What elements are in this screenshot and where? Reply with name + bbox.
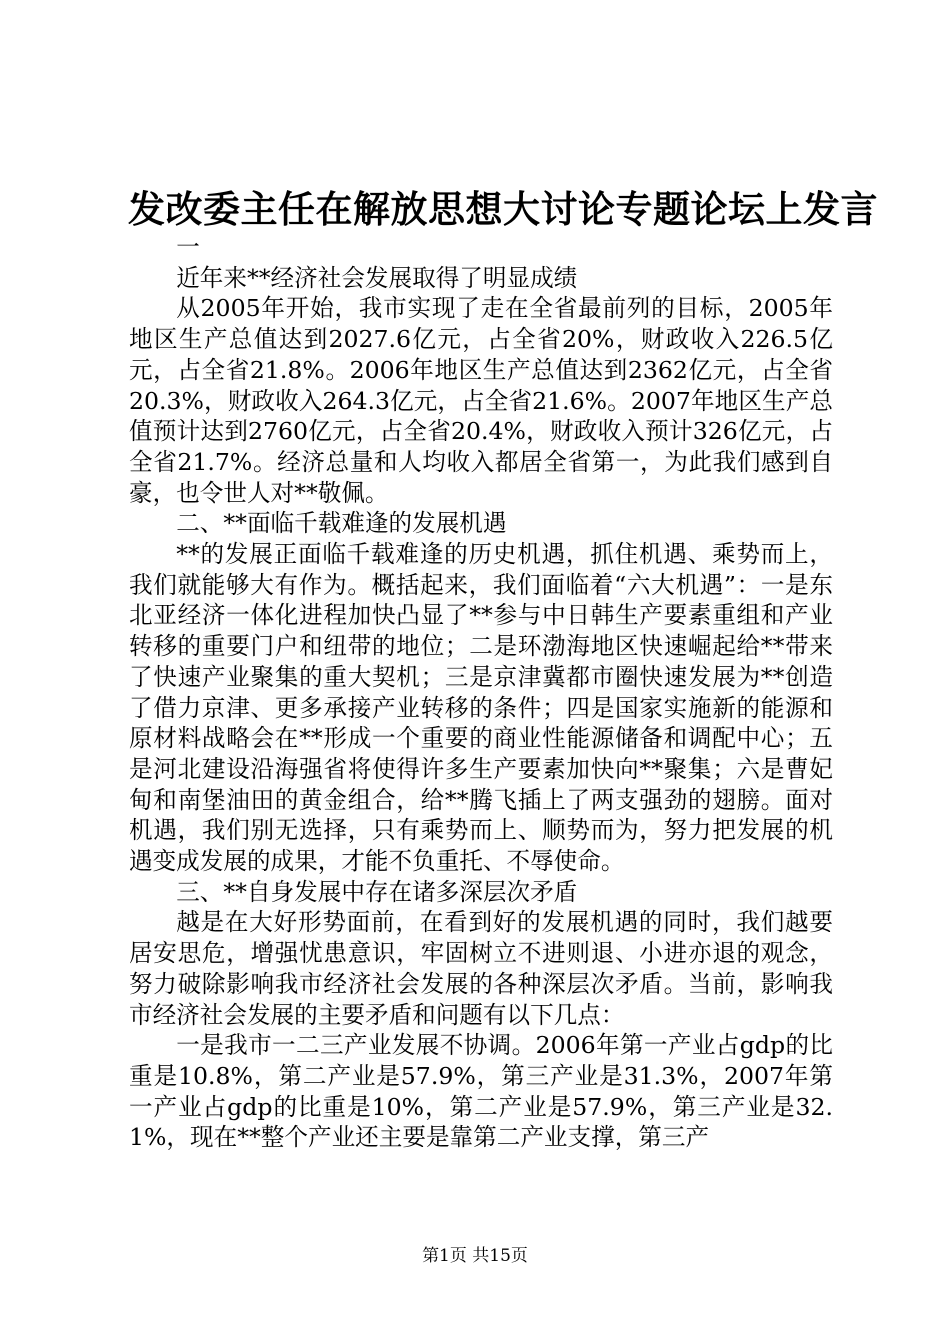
document-title: 发改委主任在解放思想大讨论专题论坛上发言: [128, 188, 878, 231]
paragraph-heading-contradictions: 三、**自身发展中存在诸多深层次矛盾: [176, 877, 578, 906]
paragraph-heading-achievements: 近年来**经济社会发展取得了明显成绩: [176, 263, 578, 292]
paragraph-contradictions: 越是在大好形势面前，在看到好的发展机遇的同时，我们越要居安思危，增强忧患意识，牢固树立不进则退、小进亦退的观念，努力破除影响我市经济社会发展的各种深层次矛盾。当前，影响我市经济社会发展的主要矛盾和问题有以下几点：: [129, 908, 833, 1029]
page-number-footer: 第1页 共15页: [422, 1246, 528, 1266]
paragraph-heading-opportunities: 二、**面临千载难逢的发展机遇: [176, 509, 507, 538]
paragraph-industry-imbalance: 一是我市一二三产业发展不协调。2006年第一产业占gdp的比重是10.8%，第二产业是57.9%，第三产业是31.3%，2007年第一产业占gdp的比重是10%，第二产业是57.9%，第三产业是32.1%，现在**整个产业还主要是靠第二产业支撑，第三产: [129, 1031, 833, 1152]
paragraph-achievements: 从2005年开始，我市实现了走在全省最前列的目标，2005年地区生产总值达到2027.6亿元，占全省20%，财政收入226.5亿元，占全省21.8%。2006年地区生产总值达到2362亿元，占全省20.3%，财政收入264.3亿元，占全省21.6%。2007年地区生产总值预计达到2760亿元，占全省20.4%，财政收入预计326亿元，占全省21.7%。经济总量和人均收入都居全省第一，为此我们感到自豪，也令世人对**敬佩。: [129, 294, 833, 507]
paragraph-section-marker: 一: [176, 233, 200, 261]
paragraph-opportunities: **的发展正面临千载难逢的历史机遇，抓住机遇、乘势而上，我们就能够大有作为。概括起来，我们面临着“六大机遇”：一是东北亚经济一体化进程加快凸显了**参与中日韩生产要素重组和产业转移的重要门户和纽带的地位；二是环渤海地区快速崛起给**带来了快速产业聚集的重大契机；三是京津冀都市圈快速发展为**创造了借力京津、更多承接产业转移的条件；四是国家实施新的能源和原材料战略会在**形成一个重要的商业性能源储备和调配中心；五是河北建设沿海强省将使得许多生产要素加快向**聚集；六是曹妃甸和南堡油田的黄金组合，给**腾飞插上了两支强劲的翅膀。面对机遇，我们别无选择，只有乘势而上、顺势而为，努力把发展的机遇变成发展的成果，才能不负重托、不辱使命。: [129, 540, 833, 876]
document-body: [129, 232, 833, 1153]
